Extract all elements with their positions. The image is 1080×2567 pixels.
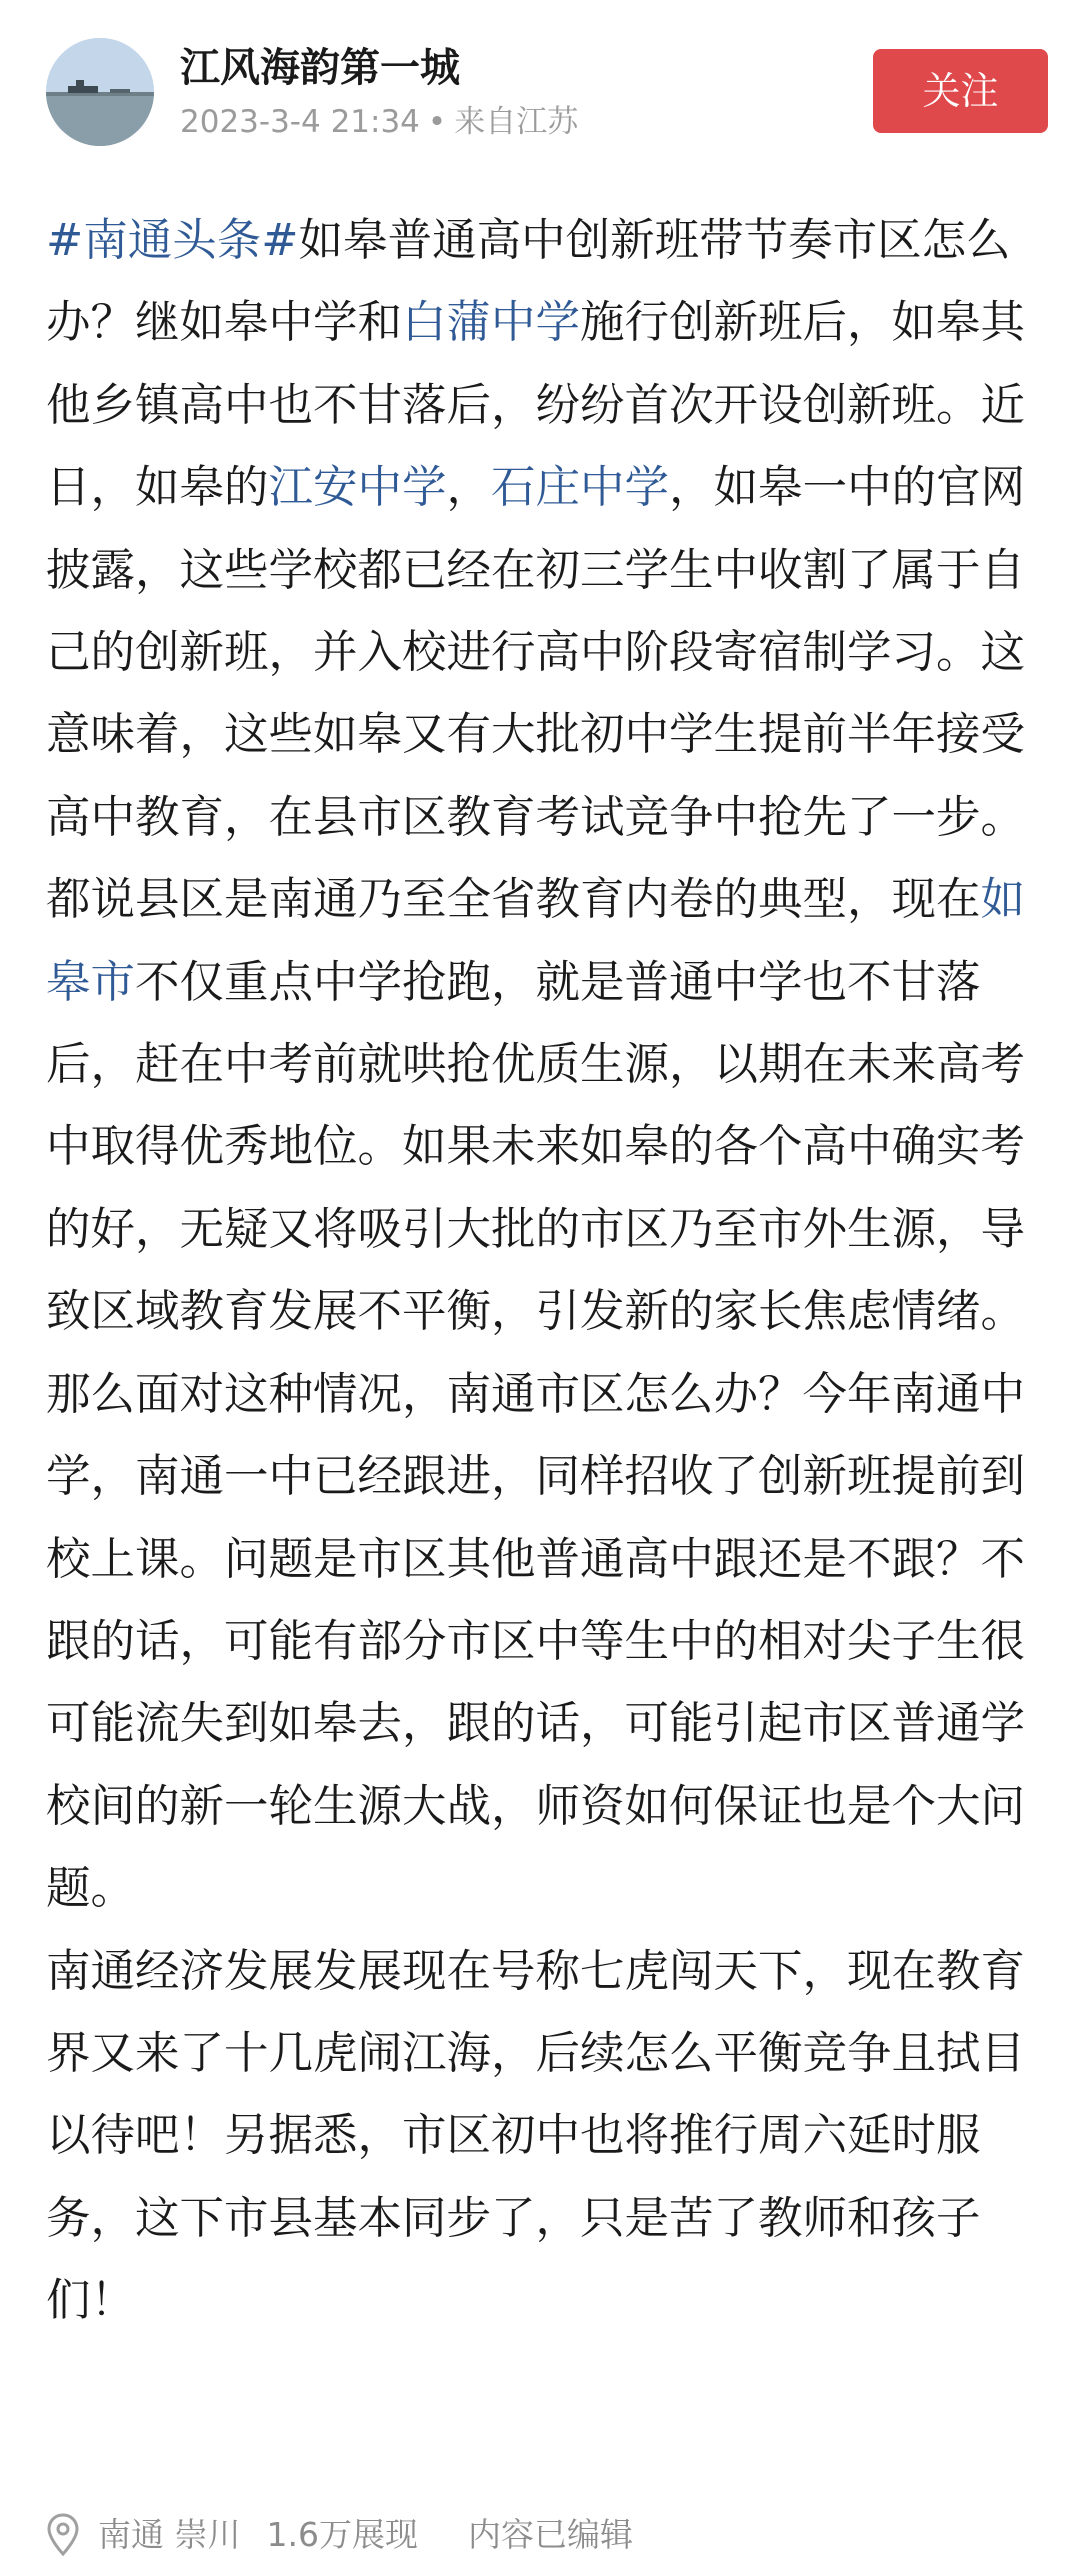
avatar[interactable] bbox=[46, 38, 154, 146]
view-count: 1.6万展现 bbox=[266, 2515, 418, 2554]
topic-link[interactable]: 如皋市 bbox=[46, 874, 1026, 1008]
paragraph-text: 都说县区是南通乃至全省教育内卷的典型，现在 bbox=[46, 874, 981, 926]
avatar-image bbox=[46, 38, 154, 146]
follow-button[interactable]: 关注 bbox=[873, 49, 1048, 133]
paragraph-text: ，如皋一中的官网披露，这些学校都已经在初三学生中收割了属于自己的创新班，并入校进行高中阶段寄宿制学习。这意味着，这些如皋又有大批初中学生提前半年接受高中教育，在县市区教育考试竞争中抢先了一步。 bbox=[46, 462, 1026, 843]
paragraph-text: 施行创新班后，如皋其他乡镇高中也不甘落后，纷纷首次开设创新班。近日，如皋的 bbox=[46, 297, 1026, 514]
post-source: 来自江苏 bbox=[454, 104, 579, 140]
location-pin-icon bbox=[46, 2513, 80, 2557]
topic-link[interactable]: 白蒲中学 bbox=[402, 297, 581, 349]
paragraph bbox=[46, 1354, 1038, 1931]
paragraph-text: 南通经济发展发展现在号称七虎闯天下，现在教育界又来了十几虎闹江海，后续怎么平衡竞争且拭目以待吧！另据悉，市区初中也将推行周六延时服务，这下市县基本同步了，只是苦了教师和孩子们！ bbox=[46, 1945, 1026, 2327]
post-header bbox=[0, 0, 1080, 170]
paragraph-text: ， bbox=[446, 462, 492, 514]
paragraph bbox=[46, 859, 1038, 1353]
topic-link[interactable]: 石庄中学 bbox=[491, 462, 670, 514]
meta-separator: • bbox=[427, 104, 447, 140]
paragraph bbox=[46, 1931, 1038, 2343]
topic-link[interactable]: 江安中学 bbox=[268, 462, 447, 514]
paragraph-text: 如皋普通高中创新班带节奏市区怎么办？继如皋中学和 bbox=[46, 215, 1011, 349]
topic-link[interactable]: #南通头条# bbox=[46, 215, 299, 266]
author-name[interactable]: 江风海韵第一城 bbox=[180, 45, 460, 91]
post-date: 2023-3-4 21:34 bbox=[180, 104, 420, 140]
paragraph-text: 不仅重点中学抢跑，就是普通中学也不甘落后，赶在中考前就哄抢优质生源，以期在未来高考中取得优秀地位。如果未来如皋的各个高中确实考的好，无疑又将吸引大批的市区乃至市外生源，导致区域教育发展不平衡，引发新的家长焦虑情绪。 bbox=[46, 956, 1026, 1338]
paragraph-text: 那么面对这种情况，南通市区怎么办？今年南通中学，南通一中已经跟进，同样招收了创新班提前到校上课。问题是市区其他普通高中跟还是不跟？不跟的话，可能有部分市区中等生中的相对尖子生很可能流失到如皋去，跟的话，可能引起市区普通学校间的新一轮生源大战，师资如何保证也是个大问题。 bbox=[46, 1368, 1026, 1915]
post-footer bbox=[46, 2510, 633, 2560]
paragraph bbox=[46, 200, 1038, 859]
location-text[interactable]: 南通 崇川 bbox=[98, 2515, 241, 2554]
post-meta bbox=[180, 100, 578, 144]
post-content bbox=[46, 200, 1038, 2343]
edited-note: 内容已编辑 bbox=[467, 2515, 633, 2554]
